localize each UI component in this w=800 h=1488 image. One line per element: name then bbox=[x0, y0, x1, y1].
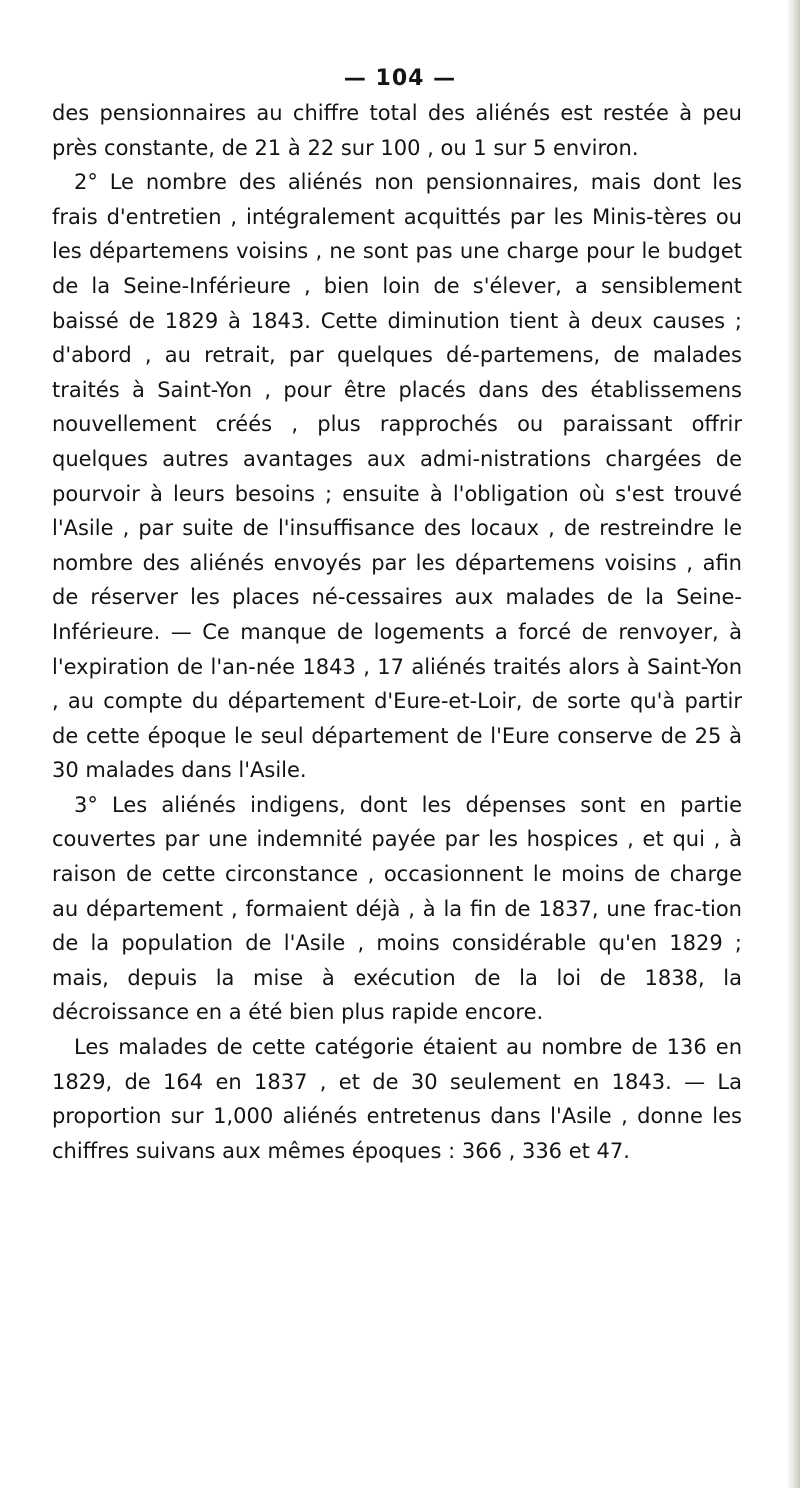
paragraph-statistics: Les malades de cette catégorie étaient au nombre de 136 en 1829, de 164 en 1837 , et de 30 seulement en 1843. — La proportion sur 1,000 aliénés entretenus dans l'Asile , donne les chiffres suivans aux mêmes époques : 366 , 336 et 47. bbox=[52, 1035, 742, 1163]
page-body bbox=[52, 96, 742, 1168]
page-number-header: — 104 — bbox=[343, 66, 457, 91]
paragraph-item-3: 3° Les aliénés indigens, dont les dépenses sont en partie couvertes par une indemnité payée par les hospices , et qui , à raison de cette circonstance , occasionnent le moins de charge au département , formaient déjà , à la fin de 1837, une frac-tion de la population de l'Asile , moins considérable qu'en 1829 ; mais, depuis la mise à exécution de la loi de 1838, la décroissance en a été bien plus rapide encore. bbox=[52, 792, 742, 1025]
paragraph-continuation: des pensionnaires au chiffre total des aliénés est restée à peu près constante, de 21 à 22 sur 100 , ou 1 sur 5 environ. bbox=[52, 101, 742, 160]
paragraph-item-2: 2° Le nombre des aliénés non pensionnaires, mais dont les frais d'entretien , intégralement acquittés par les Minis-tères ou les départemens voisins , ne sont pas une charge pour le budget de la Seine-Inférieure , bien loin de s'élever, a sensiblement baissé de 1829 à 1843. Cette diminution tient à deux causes ; d'abord , au retrait, par quelques dé-partemens, de malades traités à Saint-Yon , pour être placés dans des établissemens nouvellement créés , plus rapprochés ou paraissant offrir quelques autres avantages aux admi-nistrations chargées de pourvoir à leurs besoins ; ensuite à l'obligation où s'est trouvé l'Asile , par suite de l'insuffisance des locaux , de restreindre le nombre des aliénés envoyés par les départemens voisins , afin de réserver les places né-cessaires aux malades de la Seine-Inférieure. — Ce manque de logements a forcé de renvoyer, à l'expiration de l'an-née 1843 , 17 aliénés traités alors à Saint-Yon , au compte du département d'Eure-et-Loir, de sorte qu'à partir de cette époque le seul département de l'Eure conserve de 25 à 30 malades dans l'Asile. bbox=[52, 170, 742, 783]
page-edge-shadow bbox=[786, 0, 800, 1488]
